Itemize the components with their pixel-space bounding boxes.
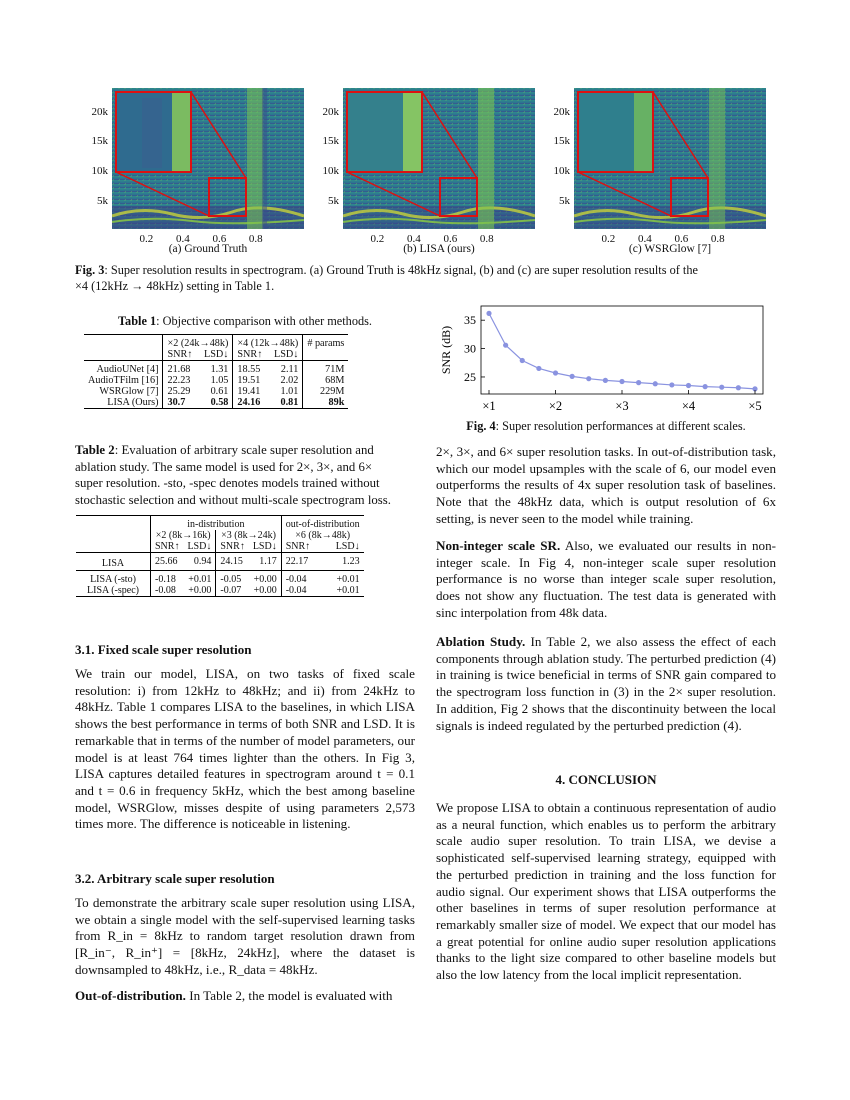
table1-params: 68M xyxy=(325,375,345,386)
fig3-ytick: 10k xyxy=(322,165,339,177)
fig3-ytick: 5k xyxy=(559,195,570,207)
ablation-paragraph xyxy=(436,634,776,734)
fig3-ytick: 20k xyxy=(553,106,570,118)
table1-cell: 18.55 xyxy=(237,364,261,375)
fig3-ytick: 5k xyxy=(97,195,108,207)
ood-paragraph xyxy=(75,988,415,1005)
spectrogram-wsrglow xyxy=(574,88,766,229)
section-3-2-title: 3.2. Arbitrary scale super resolution xyxy=(75,871,275,886)
table2-sub: LSD↓ xyxy=(335,541,360,552)
table2-sub: SNR↑ xyxy=(220,541,245,552)
table2-cell: +0.01 xyxy=(336,585,360,596)
fig4-caption-text: : Super resolution performances at different scales. xyxy=(495,419,746,433)
fig4-series-line xyxy=(489,313,755,389)
fig3-xtick: 0.6 xyxy=(212,233,227,245)
fig3-ytick: 15k xyxy=(553,135,570,147)
table2-caption xyxy=(75,442,415,508)
table1-cell: 0.58 xyxy=(198,397,233,409)
fig4-point xyxy=(520,358,525,363)
fig3-ytick: 20k xyxy=(91,106,108,118)
fig3-ytick: 10k xyxy=(553,165,570,177)
section-3-1-title: 3.1. Fixed scale super resolution xyxy=(75,642,252,657)
table1-caption-text: : Objective comparison with other methods. xyxy=(156,314,372,328)
non-integer-heading: Non-integer scale SR. xyxy=(436,538,561,553)
fig3-caption xyxy=(75,262,775,294)
fig3-caption-text-2: ×4 (12kHz → 48kHz) setting in Table 1. xyxy=(75,279,275,293)
fig4-point xyxy=(586,376,591,381)
fig3-xtick: 0.2 xyxy=(601,233,616,245)
table2-method: LISA xyxy=(76,553,151,571)
fig3-subcaption-c: (c) WSRGlow [7] xyxy=(628,243,712,255)
table1-cell: 2.02 xyxy=(268,375,303,386)
table1-cell: 19.51 xyxy=(237,375,261,386)
table1-method: AudioTFilm [16] xyxy=(84,375,163,386)
table2-cell: +0.00 xyxy=(249,571,281,586)
table1-sub: LSD↓ xyxy=(268,349,303,361)
fig3-ytick: 15k xyxy=(322,135,339,147)
table2-caption-text: super resolution. -sto, -spec denotes models trained without xyxy=(75,476,380,490)
table2-row xyxy=(76,553,364,571)
fig4-point xyxy=(536,366,541,371)
conclusion-title: 4. CONCLUSION xyxy=(555,772,657,787)
table2-caption-text: stochastic selection and without multi-scale spectrogram loss. xyxy=(75,492,391,507)
table1-cell: 2.11 xyxy=(268,361,303,376)
table2 xyxy=(76,515,364,597)
table2-cell: 0.94 xyxy=(183,553,215,571)
table2-cell: -0.04 xyxy=(285,574,307,585)
table2-group3: ×6 (8k→48k) xyxy=(295,530,351,541)
table2-cell: -0.05 xyxy=(220,574,242,585)
table2-cell: -0.07 xyxy=(220,585,242,596)
table1-cell: 30.7 xyxy=(167,397,186,408)
table1 xyxy=(84,334,348,409)
table1-cell: 1.01 xyxy=(268,386,303,397)
table1-cell: 0.61 xyxy=(198,386,233,397)
fig4-xtick-label: ×4 xyxy=(681,399,696,413)
table1-cell: 1.31 xyxy=(198,361,233,376)
ablation-heading: Ablation Study. xyxy=(436,634,526,649)
table1-params: 71M xyxy=(325,364,345,375)
fig4-ytick-label: 35 xyxy=(464,313,476,328)
fig4-point xyxy=(736,385,741,390)
table2-cell: 1.17 xyxy=(249,553,281,571)
fig3-caption-text: : Super resolution results in spectrogram. (a) Ground Truth is 48kHz signal, (b) and (c) are super resolution results of the xyxy=(104,263,698,277)
table2-group2: ×3 (8k→24k) xyxy=(216,530,281,541)
fig4-point xyxy=(669,382,674,387)
table2-cell: 25.66 xyxy=(155,556,178,567)
fig3-caption-label: Fig. 3 xyxy=(75,263,105,277)
table1-group2: ×4 (12k→48k) xyxy=(233,335,303,350)
table1-row xyxy=(84,386,348,397)
fig4-point xyxy=(570,374,575,379)
table2-cell: -0.18 xyxy=(155,574,176,585)
fig4-xtick-label: ×5 xyxy=(748,399,762,413)
table1-cell: 24.16 xyxy=(237,397,261,408)
table1-params-header: # params xyxy=(307,338,345,349)
fig4-xtick-label: ×3 xyxy=(615,399,629,413)
section-3-2-body: To demonstrate the arbitrary scale super resolution using LISA, we obtain a single model with the self-supervised learning tasks from R_in = 8kHz to random target resolution drawn from [R_in⁻, R_in⁺] = [8kHz, 24kHz], where the dataset is downsampled to 48kHz, i.e., R_data = 48kHz. xyxy=(75,895,415,977)
table2-cell: -0.08 xyxy=(155,585,176,596)
fig3-ytick: 5k xyxy=(328,195,339,207)
table2-cell: +0.01 xyxy=(336,574,360,585)
table2-in-distribution: in-distribution xyxy=(151,516,282,531)
spectrogram-lisa xyxy=(343,88,535,229)
table1-row xyxy=(84,375,348,386)
table2-caption-text: ablation study. The same model is used for 2×, 3×, and 6× xyxy=(75,459,373,474)
fig3-ytick: 10k xyxy=(91,165,108,177)
fig4-point xyxy=(653,381,658,386)
table1-params: 229M xyxy=(320,386,345,397)
table2-row xyxy=(76,585,364,597)
table1-row xyxy=(84,361,348,376)
fig4-point xyxy=(619,379,624,384)
fig3-xtick: 0.6 xyxy=(443,233,458,245)
table1-cell: 22.23 xyxy=(167,375,191,386)
table1-cell: 21.68 xyxy=(167,364,191,375)
fig3-subcaption-b: (b) LISA (ours) xyxy=(403,243,475,255)
non-integer-text: Also, we evaluated our results in non-integer scale. In Fig 4, non-integer scale super resolution performance is no worse than integer scale super resolution, does not show any fluctuation. The test data is generated with sinc interpolation from 48k data. xyxy=(436,538,776,620)
fig3-subcaption-a: (a) Ground Truth xyxy=(168,243,248,255)
table1-method: WSRGlow [7] xyxy=(84,386,163,397)
fig4-ytick-label: 30 xyxy=(464,341,476,356)
table2-group1: ×2 (8k→16k) xyxy=(151,530,216,541)
fig4-point xyxy=(486,311,491,316)
section-3-1-body: We train our model, LISA, on two tasks of fixed scale resolution: i) from 12kHz to 48kHz; and ii) from 24kHz to 48kHz. Table 1 compares LISA to the baselines, in which LISA shows the best performance in terms of both SNR and LSD. It is remarkable that in terms of the number of model parameters, our model is at least 764 times lighter than the others. In Fig 3, LISA captures detailed features in spectrogram around t = 0.1 and t = 0.6 in frequency 5kHz, which the best among baseline model, WSRGlow, misses despite of using parameters 2,573 times more. The difference is noticeable in listening. xyxy=(75,666,415,832)
fig3-xtick: 0.8 xyxy=(710,233,725,245)
table1-cell: 19.41 xyxy=(237,386,261,397)
ablation-text: In Table 2, we also assess the effect of each components through ablation study. The perturbed prediction (4) in training is twice beneficial in terms of SNR gain compared to the spectrogram loss function in (3) in the 2× super resolution. In addition, Fig 2 shows that the discontinuity between the local signals is indeed regulated by the perturbed prediction (4). xyxy=(436,634,776,733)
fig4-svg xyxy=(436,298,776,416)
table1-row xyxy=(84,397,348,409)
table1-group1: ×2 (24k→48k) xyxy=(163,335,233,350)
fig4-chart xyxy=(436,298,776,416)
fig3-ytick: 20k xyxy=(322,106,339,118)
table2-sub: SNR↑ xyxy=(285,541,311,552)
fig3-ytick: 15k xyxy=(91,135,108,147)
table2-cell: -0.04 xyxy=(285,585,307,596)
fig4-point xyxy=(553,370,558,375)
table2-cell: +0.00 xyxy=(183,585,215,597)
table2-sub: LSD↓ xyxy=(249,541,281,553)
table1-method: AudioUNet [4] xyxy=(84,361,163,376)
table2-cell: 22.17 xyxy=(285,556,309,567)
fig3-xtick: 0.8 xyxy=(479,233,494,245)
table2-cell: +0.00 xyxy=(249,585,281,597)
conclusion-body: We propose LISA to obtain a continuous representation of audio as a neural function, which enables us to perform the arbitrary scale audio super resolution. To train LISA, we devise a sophisticated self-supervised learning strategy, equipped with the perturbed prediction in training and the loss function for audio signal. Our experiment shows that LISA outperforms the other baselines in terms of super resolution performance at remarkably smaller size of model. We expect that our model has a great potential for online audio super resolution applications thanks to the light size compared to other baseline models but also the low latency from the local implicit representation. xyxy=(436,800,776,983)
fig4-xtick-label: ×1 xyxy=(482,399,496,413)
spectrogram-ground-truth xyxy=(112,88,304,229)
table1-cell: 25.29 xyxy=(167,386,191,397)
ood-text: In Table 2, the model is evaluated with xyxy=(185,988,393,1003)
table2-out-distribution: out-of-distribution xyxy=(285,519,360,530)
fig4-point xyxy=(503,343,508,348)
table2-cell: 1.23 xyxy=(342,556,360,567)
fig4-xtick-label: ×2 xyxy=(548,399,563,413)
table2-sub: LSD↓ xyxy=(183,541,215,553)
table2-row xyxy=(76,571,364,586)
fig3-xtick: 0.6 xyxy=(674,233,689,245)
table1-caption-label: Table 1 xyxy=(117,314,157,328)
table1-sub: SNR↑ xyxy=(237,349,263,360)
fig4-caption xyxy=(436,418,776,434)
fig4-ylabel: SNR (dB) xyxy=(439,325,453,375)
table2-method: LISA (-sto) xyxy=(76,571,151,586)
fig3-xtick: 0.4 xyxy=(406,233,421,245)
fig4-point xyxy=(719,385,724,390)
table1-sub: SNR↑ xyxy=(167,349,193,360)
table2-caption-label: Table 2 xyxy=(75,443,115,457)
table2-sub: SNR↑ xyxy=(155,541,180,552)
fig3-xtick: 0.8 xyxy=(248,233,263,245)
table1-cell: 0.81 xyxy=(268,397,303,409)
fig4-ytick-label: 25 xyxy=(464,369,476,384)
non-integer-paragraph xyxy=(436,538,776,622)
fig3-xtick: 0.2 xyxy=(139,233,154,245)
fig4-point xyxy=(603,378,608,383)
table1-method: LISA (Ours) xyxy=(84,397,163,409)
table1-cell: 1.05 xyxy=(198,375,233,386)
fig3-xtick: 0.2 xyxy=(370,233,385,245)
fig4-caption-label: Fig. 4 xyxy=(466,419,496,433)
fig4-point xyxy=(703,384,708,389)
ood-heading: Out-of-distribution. xyxy=(75,988,186,1003)
table1-params: 89k xyxy=(328,397,345,408)
fig4-point xyxy=(686,383,691,388)
fig4-point xyxy=(636,380,641,385)
right-continuation: 2×, 3×, and 6× super resolution tasks. In out-of-distribution task, which our model upsamples with the scale of 6, our model even outperforms the results of 4x super resolution task of baselines. Note that the 48kHz data, which is output resolution of 6x setting, is never seen to the model while training. xyxy=(436,444,776,526)
table2-method: LISA (-spec) xyxy=(76,585,151,597)
table2-cell: 24.15 xyxy=(220,556,243,567)
table1-caption xyxy=(75,313,415,329)
table1-sub: LSD↓ xyxy=(198,349,233,361)
table2-caption-text: : Evaluation of arbitrary scale super resolution and xyxy=(114,443,374,457)
fig3-xtick: 0.4 xyxy=(637,233,652,245)
table2-cell: +0.01 xyxy=(183,571,215,586)
fig3-xtick: 0.4 xyxy=(175,233,190,245)
